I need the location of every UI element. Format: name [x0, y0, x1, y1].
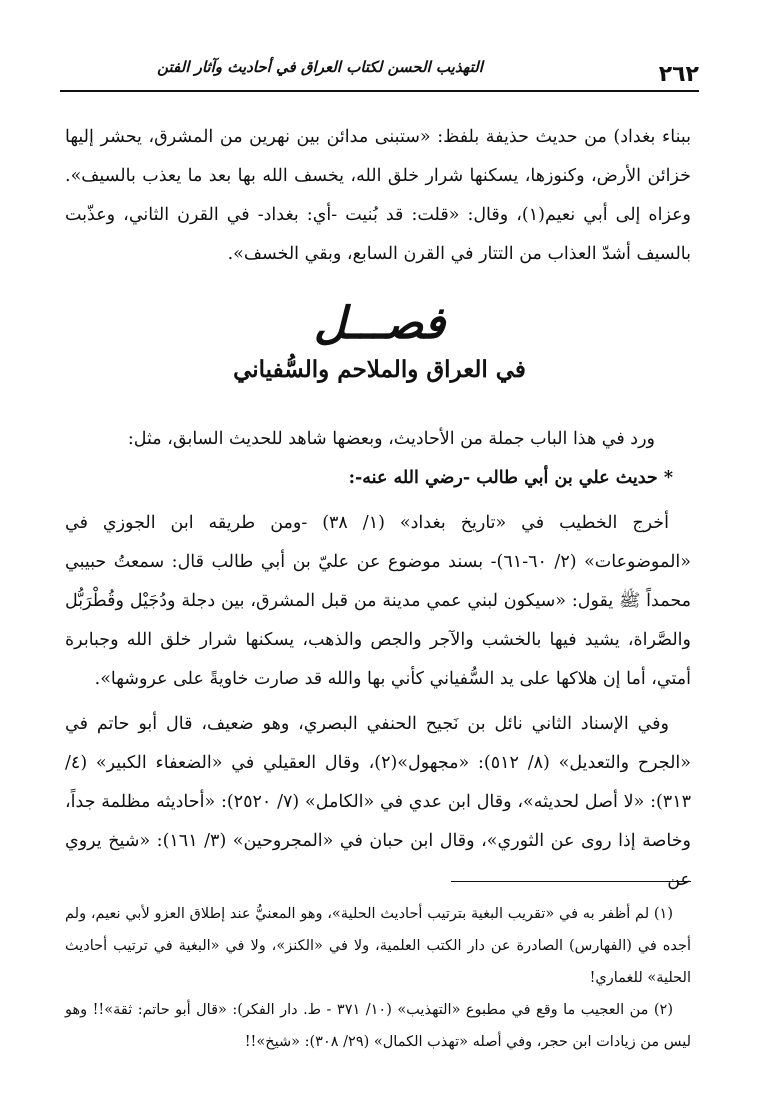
- main-text-block: [65, 420, 691, 906]
- header-divider: [60, 90, 699, 92]
- footnotes: [65, 898, 691, 1058]
- footnote: (١) لم أظفر به في «تقريب البغية بترتيب أحاديث الحلية»، وهو المعنيُّ عند إطلاق العزو لأبي نعيم، ولم أجده في (الفهارس) الصادرة عن دار الكتب العلمية، ولا في «الكنز»، ولا في «البغية في ترتيب أحاديث الحلية» للغماري!: [65, 906, 691, 986]
- opening-paragraph: ببناء بغداد) من حديث حذيفة بلفظ: «ستبنى مدائن بين نهرين من المشرق، يحشر إليها خزائن الأرض، وكنوزها، يسكنها شرار خلق الله، يخسف الله بها بعد ما يعذب بالسيف». وعزاه إلى أبي نعيم(١)، وقال: «قلت: قد بُنيت -أي: بغداد- في القرن الثاني، وعذّبت بالسيف أشدّ العذاب من التتار في القرن السابع، وبقي الخسف».: [65, 127, 692, 264]
- hadith-heading: * حديث علي بن أبي طالب -رضي الله عنه-:: [348, 468, 673, 488]
- paragraph: أخرج الخطيب في «تاريخ بغداد» (١/ ٣٨) -ومن طريقه ابن الجوزي في «الموضوعات» (٢/ ٦٠-٦١)- بسند موضوع عن عليّ بن أبي طالب قال: سمعتُ حبيبي محمداً ﷺ يقول: «سيكون لبني عمي مدينة من قبل المشرق، بين دجلة ودُجَيْل وقُطْرَبُّل والصَّراة، يشيد فيها بالخشب والآجر والجص والذهب، يسكنها شرار خلق الله وجبابرة أمتي، أما إن هلاكها على يد السُّفياني كأني بها والله قد صارت خاويةً على عروشها».: [65, 513, 691, 689]
- page-number: ٢٦٢: [658, 62, 699, 87]
- section-heading: [0, 296, 759, 388]
- footnote: (٢) من العجيب ما وقع في مطبوع «التهذيب» (١٠/ ٣٧١ - ط. دار الفكر): «قال أبو حاتم: ثقة»!! وهو ليس من زيادات ابن حجر، وفي أصله «تهذب الكمال» (٢٩/ ٣٠٨): «شيخ»!!: [65, 1002, 691, 1050]
- section-ornament: فصـــل: [313, 298, 446, 349]
- book-title: التهذيب الحسن لكتاب العراق في أحاديث وآثار الفتن: [157, 58, 483, 76]
- footnote-divider: [451, 881, 691, 882]
- paragraph: وفي الإسناد الثاني نائل بن نَجيح الحنفي البصري، وهو ضعيف، قال أبو حاتم في «الجرح والتعديل» (٨/ ٥١٢): «مجهول»(٢)، وقال العقيلي في «الضعفاء الكبير» (٤/ ٣١٣): «لا أصل لحديثه»، وقال ابن عدي في «الكامل» (٧/ ٢٥٢٠): «أحاديثه مظلمة جداً، وخاصة إذا روى عن الثوري»، وقال ابن حبان في «المجروحين» (٣/ ١٦١): «شيخ يروي عن: [65, 714, 691, 890]
- intro-line: ورد في هذا الباب جملة من الأحاديث، وبعضها شاهد للحديث السابق، مثل:: [127, 429, 655, 449]
- section-subtitle: في العراق والملاحم والسُّفياني: [233, 356, 526, 383]
- opening-text-block: [65, 118, 691, 274]
- running-header: [60, 52, 699, 92]
